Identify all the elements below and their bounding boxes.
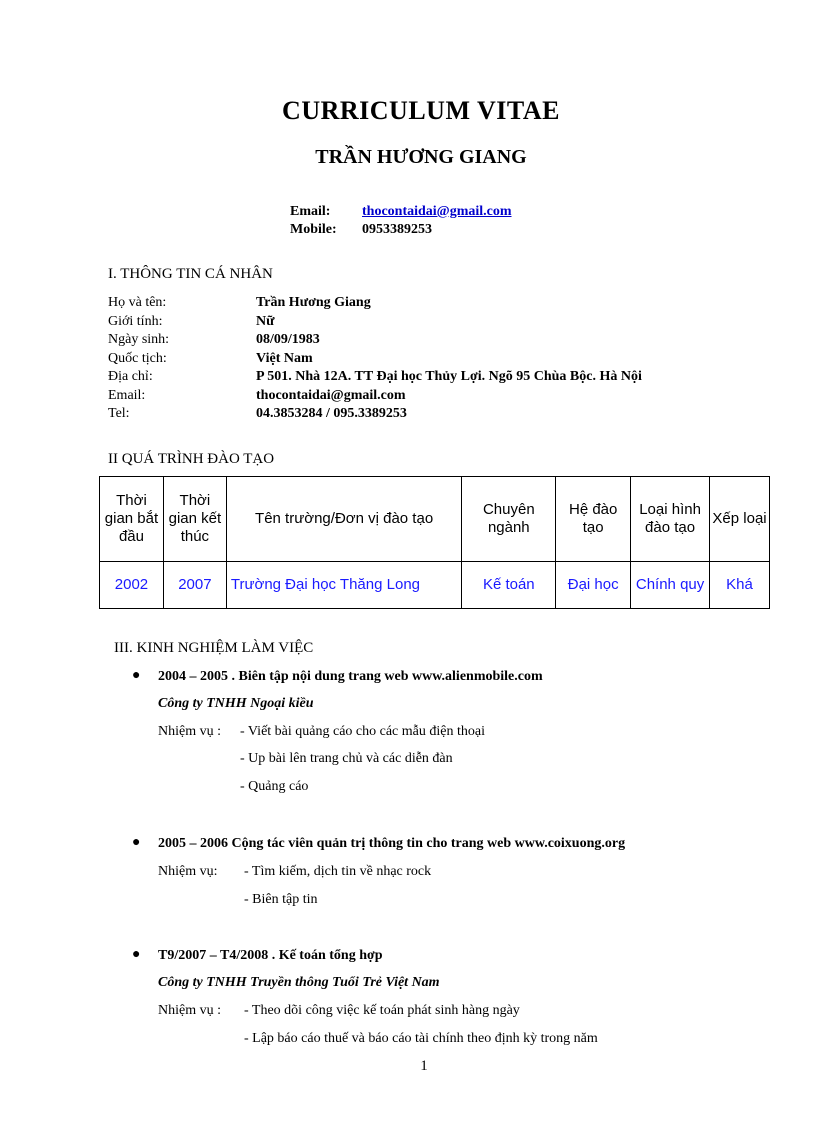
mobile-value: 0953389253 [362, 222, 432, 237]
section-experience-title: III. KINH NGHIỆM LÀM VIỆC [114, 640, 314, 656]
email-label: Email: [290, 204, 331, 219]
bullet-icon: ● [132, 947, 141, 962]
duty-item: - Quảng cáo [240, 779, 309, 794]
table-cell: 2007 [163, 562, 226, 609]
duty-item: - Biên tập tin [244, 892, 318, 907]
column-header: Tên trường/Đơn vị đào tạo [226, 477, 462, 562]
person-name: TRẦN HƯƠNG GIANG [315, 146, 527, 168]
job-heading: 2005 – 2006 Cộng tác viên quản trị thông tin cho trang web www.coixuong.org [158, 836, 626, 851]
info-row [108, 368, 642, 387]
mobile-label: Mobile: [290, 222, 337, 237]
duty-item: - Theo dõi công việc kế toán phát sinh hàng ngày [244, 1003, 520, 1018]
duty-label: Nhiệm vụ : [158, 1003, 221, 1018]
column-header: Loại hình đào tạo [631, 477, 710, 562]
info-value: Việt Nam [256, 350, 313, 366]
education-table [99, 476, 770, 609]
table-cell: Kế toán [462, 562, 556, 609]
column-header: Thời gian kết thúc [163, 477, 226, 562]
section-personal-info-title: I. THÔNG TIN CÁ NHÂN [108, 266, 273, 282]
bullet-icon: ● [132, 835, 141, 850]
info-value: 08/09/1983 [256, 332, 320, 347]
info-row [108, 350, 642, 369]
table-cell: 2002 [100, 562, 164, 609]
info-label: Giới tính: [108, 313, 163, 329]
info-value: 04.3853284 / 095.3389253 [256, 406, 407, 421]
email-link[interactable]: thocontaidai@gmail.com [362, 204, 512, 219]
duty-item: - Lập báo cáo thuế và báo cáo tài chính theo định kỳ trong năm [244, 1031, 598, 1046]
info-label: Địa chỉ: [108, 369, 153, 384]
info-value: Trần Hương Giang [256, 295, 371, 310]
duty-item: - Tìm kiếm, dịch tin về nhạc rock [244, 864, 432, 879]
job-company: Công ty TNHH Ngoại kiều [158, 696, 314, 711]
contact-block [290, 203, 512, 239]
table-cell: Chính quy [631, 562, 710, 609]
column-header: Hệ đào tạo [556, 477, 631, 562]
duty-item: - Up bài lên trang chủ và các diễn đàn [240, 751, 453, 766]
table-row [100, 562, 770, 609]
job-heading: T9/2007 – T4/2008 . Kế toán tổng hợp [158, 948, 383, 963]
info-value: thocontaidai@gmail.com [256, 387, 406, 403]
table-cell: Đại học [556, 562, 631, 609]
info-label: Ngày sinh: [108, 332, 170, 347]
info-label: Họ và tên: [108, 295, 167, 310]
page-number: 1 [420, 1058, 428, 1074]
info-row [108, 387, 642, 406]
info-label: Tel: [108, 406, 130, 421]
info-row [108, 313, 642, 332]
duty-label: Nhiệm vụ: [158, 864, 218, 879]
info-value: P 501. Nhà 12A. TT Đại học Thủy Lợi. Ngõ 95 Chùa Bộc. Hà Nội [256, 369, 642, 384]
bullet-icon: ● [132, 668, 141, 683]
column-header: Thời gian bắt đầu [100, 477, 164, 562]
job-heading: 2004 – 2005 . Biên tập nội dung trang web www.alienmobile.com [158, 669, 543, 684]
duty-label: Nhiệm vụ : [158, 724, 221, 739]
info-label: Quốc tịch: [108, 350, 167, 366]
table-header-row [100, 477, 770, 562]
column-header: Chuyên ngành [462, 477, 556, 562]
job-company: Công ty TNHH Truyền thông Tuổi Trẻ Việt Nam [158, 975, 440, 990]
section-education-title: II QUÁ TRÌNH ĐÀO TẠO [108, 451, 275, 467]
document-title: CURRICULUM VITAE [282, 96, 560, 125]
table-cell: Trường Đại học Thăng Long [226, 562, 462, 609]
column-header: Xếp loại [710, 477, 770, 562]
duty-item: - Viết bài quảng cáo cho các mẫu điện thoại [240, 724, 485, 739]
info-row [108, 294, 642, 313]
info-row [108, 405, 642, 424]
personal-info-list [108, 294, 642, 424]
info-value: Nữ [256, 313, 275, 329]
table-cell: Khá [710, 562, 770, 609]
info-row [108, 331, 642, 350]
info-label: Email: [108, 387, 146, 403]
